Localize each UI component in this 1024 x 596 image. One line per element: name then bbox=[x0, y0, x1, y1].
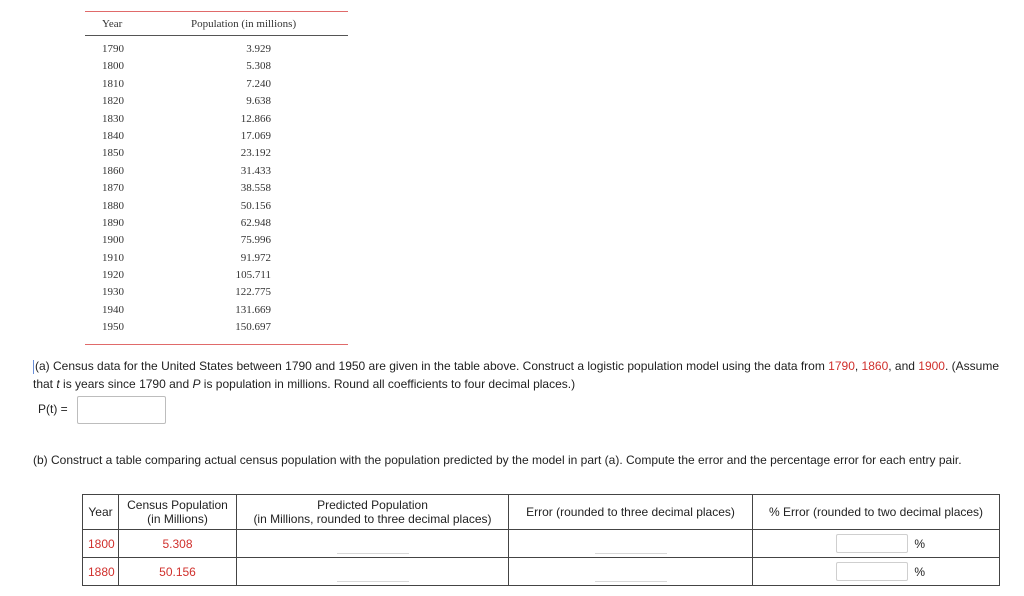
highlight-year-1860: 1860 bbox=[861, 359, 889, 373]
census-population: 31.433 bbox=[240, 164, 271, 177]
col-census: Census Population (in Millions) bbox=[119, 495, 237, 530]
predicted-input[interactable] bbox=[337, 562, 409, 582]
comparison-table bbox=[82, 494, 1000, 586]
percent-sign: % bbox=[914, 536, 925, 551]
census-population: 105.711 bbox=[235, 269, 271, 282]
census-row bbox=[85, 129, 348, 146]
census-year: 1790 bbox=[102, 43, 124, 55]
census-population: 62.948 bbox=[240, 216, 271, 229]
census-population: 23.192 bbox=[240, 147, 271, 160]
highlight-year-1900: 1900 bbox=[918, 359, 945, 373]
census-year: 1880 bbox=[102, 199, 124, 212]
census-population: 12.866 bbox=[240, 112, 271, 125]
part-a-text: (a) Census data for the United States between 1790 and 1950 are given in the table above. Construct a logistic population model using the data from 1790, 1860, and 1900. (Assume that t is years since 1790 and P is population in millions. Round all coefficients to four decimal places.) bbox=[33, 359, 999, 391]
census-year: 1840 bbox=[102, 129, 124, 142]
text-cursor bbox=[33, 360, 34, 374]
census-population: 50.156 bbox=[240, 199, 271, 212]
predicted-input[interactable] bbox=[337, 534, 409, 554]
census-population: 7.240 bbox=[246, 77, 271, 90]
census-row bbox=[85, 94, 348, 111]
census-population: 17.069 bbox=[240, 129, 271, 142]
census-row bbox=[85, 181, 348, 198]
col-pct-error: % Error (rounded to two decimal places) bbox=[753, 495, 1000, 530]
census-year: 1930 bbox=[102, 286, 124, 299]
pct-error-input[interactable] bbox=[836, 534, 908, 553]
census-row bbox=[85, 112, 348, 129]
table-row bbox=[83, 530, 1000, 558]
census-year: 1800 bbox=[102, 60, 124, 73]
census-population: 91.972 bbox=[240, 251, 271, 264]
census-year: 1940 bbox=[102, 303, 124, 316]
census-population: 150.697 bbox=[235, 321, 271, 334]
census-row bbox=[85, 164, 348, 181]
census-row bbox=[85, 59, 348, 76]
census-population: 5.308 bbox=[246, 60, 271, 73]
census-year: 1860 bbox=[102, 164, 124, 177]
census-population: 9.638 bbox=[246, 95, 271, 108]
pct-error-input[interactable] bbox=[836, 562, 908, 581]
census-year: 1950 bbox=[102, 321, 124, 334]
col-year: Year bbox=[83, 495, 119, 530]
census-row bbox=[85, 216, 348, 233]
census-row bbox=[85, 77, 348, 94]
error-input[interactable] bbox=[595, 562, 667, 582]
row-census: 5.308 bbox=[119, 530, 237, 558]
census-table-header bbox=[85, 12, 348, 35]
table-bottom-rule bbox=[85, 344, 348, 345]
col-error: Error (rounded to three decimal places) bbox=[509, 495, 753, 530]
census-row bbox=[85, 146, 348, 163]
census-population: 122.775 bbox=[235, 286, 271, 299]
census-year: 1890 bbox=[102, 216, 124, 229]
percent-sign: % bbox=[914, 564, 925, 579]
census-population: 75.996 bbox=[240, 234, 271, 247]
census-row bbox=[85, 268, 348, 285]
census-population: 3.929 bbox=[246, 43, 271, 55]
census-year: 1870 bbox=[102, 182, 124, 195]
census-row bbox=[85, 320, 348, 337]
census-row bbox=[85, 233, 348, 250]
census-row bbox=[85, 199, 348, 216]
census-row bbox=[85, 303, 348, 320]
row-year: 1800 bbox=[83, 530, 119, 558]
census-rows bbox=[85, 36, 348, 344]
census-year: 1850 bbox=[102, 147, 124, 160]
census-year: 1920 bbox=[102, 269, 124, 282]
pt-label: P(t) = bbox=[38, 402, 68, 416]
row-year: 1880 bbox=[83, 558, 119, 586]
table-row bbox=[83, 558, 1000, 586]
census-table bbox=[85, 11, 348, 345]
census-population: 131.669 bbox=[235, 303, 271, 316]
row-census: 50.156 bbox=[119, 558, 237, 586]
pt-answer-input[interactable] bbox=[77, 396, 166, 424]
census-row bbox=[85, 42, 348, 59]
census-year: 1910 bbox=[102, 251, 124, 264]
part-b-text: (b) Construct a table comparing actual census population with the population predicted by the model in part (a). Compute the error and the percentage error for each entry pair. bbox=[33, 453, 962, 467]
census-year: 1830 bbox=[102, 112, 124, 125]
census-row bbox=[85, 285, 348, 302]
header-year: Year bbox=[102, 18, 123, 30]
census-year: 1810 bbox=[102, 77, 124, 90]
census-year: 1900 bbox=[102, 234, 124, 247]
census-year: 1820 bbox=[102, 95, 124, 108]
comparison-header-row bbox=[83, 495, 1000, 530]
highlight-year-1790: 1790 bbox=[828, 359, 855, 373]
header-population: Population (in millions) bbox=[191, 18, 297, 30]
col-predicted: Predicted Population (in Millions, rounded to three decimal places) bbox=[237, 495, 509, 530]
error-input[interactable] bbox=[595, 534, 667, 554]
census-row bbox=[85, 251, 348, 268]
census-population: 38.558 bbox=[240, 182, 271, 195]
